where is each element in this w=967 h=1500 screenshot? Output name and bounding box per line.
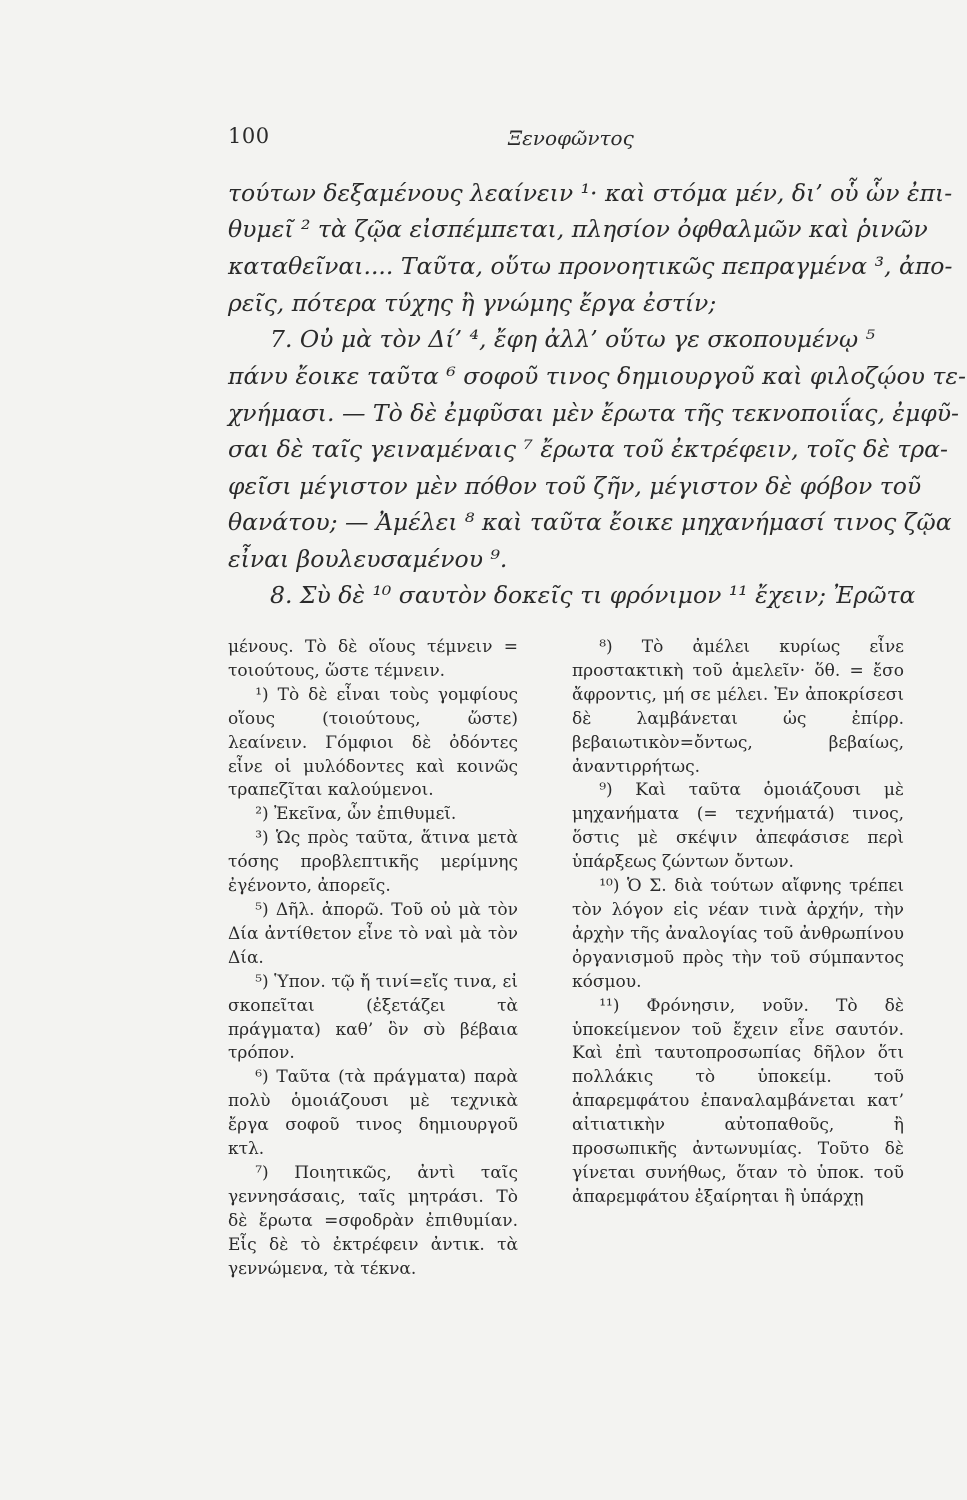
footnote: ⁷) Ποιητικῶς, ἀντὶ ταῖς γεννησάσαις, ταῖς μητράσι. Τὸ δὲ ἔρωτα =σφοδρὰν ἐπιθυμίαν. Εἷς δὲ τὸ ἐκτρέφειν ἀντικ. τὰ γεννώμενα, τὰ τέκνα.	[228, 1162, 518, 1279]
footnote: ¹⁰) Ὁ Σ. διὰ τούτων αἴφνης τρέπει τὸν λόγον εἰς νέαν τινὰ ἀρχήν, τὴν ἀρχὴν τῆς ἀναλογίας τοῦ ἀνθρωπίνου ὀργανισμοῦ πρὸς τὴν τοῦ σύμπαντος κόσμου.	[572, 876, 904, 992]
text-line: εἶναι βουλευσαμένου ⁹.	[228, 545, 508, 573]
footnote: ³) Ὡς πρὸς ταῦτα, ἅτινα μετὰ τόσης προβλεπτικῆς μερίμνης ἐγένοντο, ἀπορεῖς.	[228, 828, 518, 897]
text-line: θανάτου; — Ἀμέλει ⁸ καὶ ταῦτα ἔοικε μηχανήμασί τινος ζῷα	[228, 508, 952, 536]
footnote: ⁶) Ταῦτα (τὰ πράγματα) παρὰ πολὺ ὁμοιάζουσι μὲ τεχνικὰ ἔργα σοφοῦ τινος δημιουργοῦ κτλ.	[228, 1067, 518, 1160]
text-line: σαι δὲ ταῖς γειναμέναις ⁷ ἔρωτα τοῦ ἐκτρέφειν, τοῖς δὲ τρα-	[228, 435, 948, 463]
footnote: μένους. Τὸ δὲ οἵους τέμνειν = τοιούτους, ὥστε τέμνειν.	[228, 637, 518, 681]
text-line: πάνυ ἔοικε ταῦτα ⁶ σοφοῦ τινος δημιουργοῦ καὶ φιλοζῴου τε-	[228, 362, 966, 390]
footnote: ²) Ἐκεῖνα, ὧν ἐπιθυμεῖ.	[255, 804, 457, 825]
footnote: ⁵) Δῆλ. ἀπορῶ. Τοῦ οὐ μὰ τὸν Δία ἀντίθετον εἶνε τὸ ναὶ μὰ τὸν Δία.	[228, 899, 518, 968]
footnote: ⁵) Ὑπον. τῷ ἤ τινί=εἴς τινα, εἰ σκοπεῖται (ἐξετάζει τὰ πράγματα) καθ’ ὃν σὺ βέβαια τρόπον.	[228, 971, 518, 1064]
footnotes-right-column	[572, 636, 904, 1210]
text-line: 7. Οὐ μὰ τὸν Δί’ ⁴, ἔφη ἀλλ’ οὕτω γε σκοπουμένῳ ⁵	[270, 325, 876, 353]
footnote: ¹) Τὸ δὲ εἶναι τοὺς γομφίους οἵους (τοιούτους, ὥστε) λεαίνειν. Γόμφιοι δὲ ὀδόντες εἶνε οἱ μυλόδοντες καὶ κοινῶς τραπεζῖται καλούμενοι.	[228, 684, 518, 801]
footnote: ⁹) Καὶ ταῦτα ὁμοιάζουσι μὲ μηχανήματα (= τεχνήματά) τινος, ὅστις μὲ σκέψιν ἀπεφάσισε περὶ ὑπάρξεως ζώντων ὄντων.	[572, 780, 904, 873]
footnotes-left-column	[228, 636, 518, 1281]
footnote: ¹¹) Φρόνησιν, νοῦν. Τὸ δὲ ὑποκείμενον τοῦ ἔχειν εἶνε σαυτόν. Καὶ ἐπὶ ταυτοπροσωπίας δῆλον ὅτι πολλάκις τὸ ὑποκείμ. τοῦ ἀπαρεμφάτου ἐπαναλαμβάνεται κατ’ αἰτιατικὴν αὐτοπαθοῦς, ἢ προσωπικῆς ἀντωνυμίας. Τοῦτο δὲ γίνεται συνήθως, ὅταν τὸ ὑποκ. τοῦ ἀπαρεμφάτου ἐξαίρηται ἢ ὑπάρχῃ	[572, 995, 904, 1207]
text-line: καταθεῖναι.... Ταῦτα, οὕτω προνοητικῶς πεπραγμένα ³, ἀπο-	[228, 252, 953, 280]
text-line: 8. Σὺ δὲ ¹⁰ σαυτὸν δοκεῖς τι φρόνιμον ¹¹ ἔχειν; Ἐρῶτα	[270, 581, 916, 609]
text-line: τούτων δεξαμένους λεαίνειν ¹· καὶ στόμα μέν, δι’ οὗ ὧν ἐπι-	[228, 179, 953, 207]
text-line: χνήμασι. — Τὸ δὲ ἐμφῦσαι μὲν ἔρωτα τῆς τεκνοποιΐας, ἐμφῦ-	[228, 399, 959, 427]
page-number: 100	[228, 124, 270, 148]
text-line: ρεῖς, πότερα τύχης ἢ γνώμης ἔργα ἐστίν;	[228, 289, 717, 317]
page-header	[0, 124, 967, 154]
running-title: Ξενοφῶντος	[508, 126, 634, 150]
text-line: θυμεῖ ² τὰ ζῷα εἰσπέμπεται, πλησίον ὀφθαλμῶν καὶ ῥινῶν	[228, 215, 928, 243]
text-line: φεῖσι μέγιστον μὲν πόθον τοῦ ζῆν, μέγιστον δὲ φόβον τοῦ	[228, 472, 922, 500]
footnote: ⁸) Τὸ ἀμέλει κυρίως εἶνε προστακτικὴ τοῦ ἀμελεῖν· ὅθ. = ἔσο ἄφροντις, μή σε μέλει. Ἐν ἀποκρίσεσι δὲ λαμβάνεται ὡς ἐπίρρ. βεβαιωτικὸν=ὄντως, βεβαίως, ἀναντιρρήτως.	[572, 637, 904, 777]
